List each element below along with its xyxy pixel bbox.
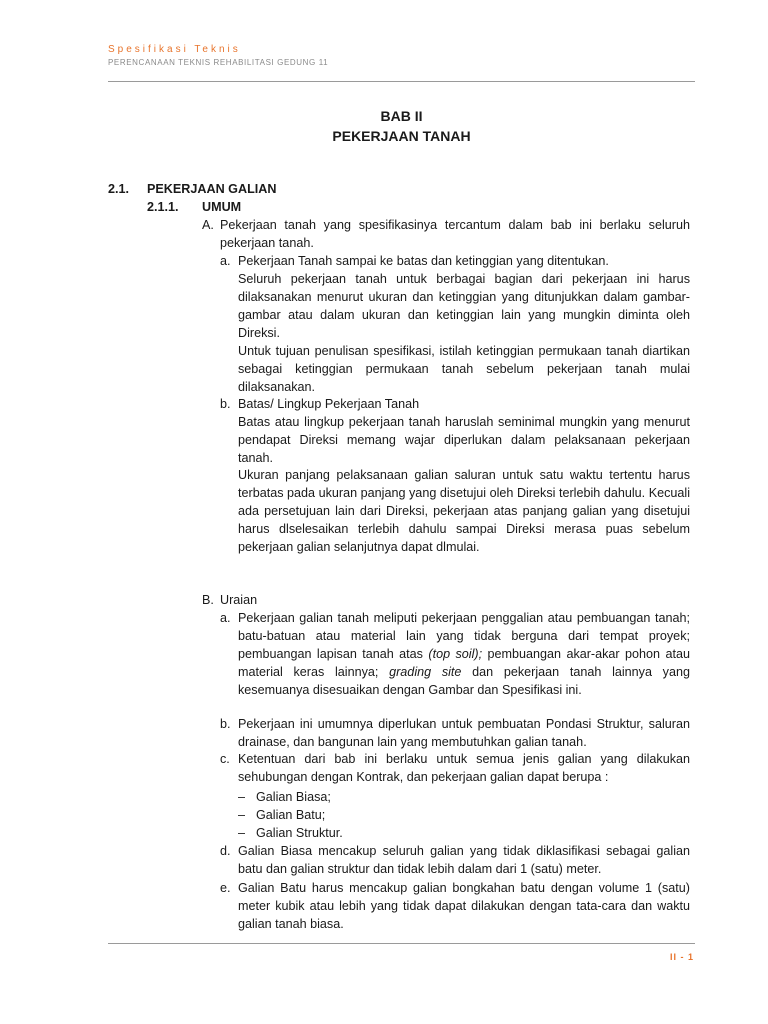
list-item-galian-batu: Galian Batu; xyxy=(256,808,326,822)
dash-bullet: – xyxy=(238,808,246,822)
item-B-a-italic-1: (top soil); xyxy=(428,646,483,661)
item-B-c-marker: c. xyxy=(220,752,230,766)
item-A-b-marker: b. xyxy=(220,397,231,411)
item-A-text: Pekerjaan tanah yang spesifikasinya tercantum dalam bab ini berlaku seluruh pekerjaan tanah. xyxy=(220,218,690,250)
item-A-marker: A. xyxy=(202,218,214,232)
chapter-number: BAB II xyxy=(380,108,423,124)
item-A-a-paragraph-1: Seluruh pekerjaan tanah untuk berbagai bagian dari pekerjaan ini harus dilaksanakan menurut ukuran dan ketinggian yang ditunjukkan dalam gambar-gambar atau dalam ukuran dan ketinggian lain yang mungkin diminta oleh Direksi. xyxy=(238,272,690,340)
item-B-d-marker: d. xyxy=(220,844,231,858)
item-A-a-paragraph-2: Untuk tujuan penulisan spesifikasi, istilah ketinggian permukaan tanah diartikan sebagai ketinggian permukaan tanah sebelum pekerjaan tanah mulai dilaksanakan. xyxy=(238,344,690,394)
item-B-marker: B. xyxy=(202,593,214,607)
item-A-b-title: Batas/ Lingkup Pekerjaan Tanah xyxy=(238,397,420,411)
subsection-title: UMUM xyxy=(202,200,242,214)
item-B-e-marker: e. xyxy=(220,881,231,895)
dash-bullet: – xyxy=(238,790,246,804)
footer-divider xyxy=(108,943,695,944)
item-B-e-text: Galian Batu harus mencakup galian bongkahan batu dengan volume 1 (satu) meter kubik atau lebih yang tidak dapat dilakukan dengan tata-cara dan waktu galian tanah biasa. xyxy=(238,881,690,931)
subsection-number: 2.1.1. xyxy=(147,200,179,214)
item-B-a-text-1: Pekerjaan galian tanah meliputi pekerjaan penggalian atau pembuangan tanah; batu-batuan atau material lain yang tidak berguna dari tempat proyek; pembuangan lapisan tanah atas xyxy=(238,611,690,661)
item-B-b-text: Pekerjaan ini umumnya diperlukan untuk pembuatan Pondasi Struktur, saluran drainase, dan bangunan lain yang membutuhkan galian tanah. xyxy=(238,717,690,749)
section-title: PEKERJAAN GALIAN xyxy=(147,182,277,196)
section-number: 2.1. xyxy=(108,182,130,196)
item-B-a-italic-2: grading site xyxy=(389,664,462,679)
header-subtitle: PERENCANAAN TEKNIS REHABILITASI GEDUNG 11 xyxy=(108,58,329,67)
item-B-c-text: Ketentuan dari bab ini berlaku untuk semua jenis galian yang dilakukan sehubungan dengan Kontrak, dan pekerjaan galian dapat berupa : xyxy=(238,752,690,784)
item-B-d-text: Galian Biasa mencakup seluruh galian yang tidak diklasifikasi sebagai galian batu dan galian struktur dan tidak lebih dalam dari 1 (satu) meter. xyxy=(238,844,690,876)
item-B-a-text-2: pembuangan akar-akar pohon atau material keras lainnya; xyxy=(238,646,690,679)
item-B-a-text xyxy=(238,610,690,700)
item-B-a-marker: a. xyxy=(220,611,231,625)
item-B-title: Uraian xyxy=(220,593,258,607)
header-divider xyxy=(108,81,695,82)
item-A-a-marker: a. xyxy=(220,254,231,268)
dash-bullet: – xyxy=(238,826,246,840)
list-item-galian-struktur: Galian Struktur. xyxy=(256,826,343,840)
header-title: Spesifikasi Teknis xyxy=(108,44,241,55)
item-B-a-text-3: dan pekerjaan tanah lainnya yang kesemuanya disesuaikan dengan Gambar dan Spesifikasi ini. xyxy=(238,664,690,697)
item-B-b-marker: b. xyxy=(220,717,231,731)
list-item-galian-biasa: Galian Biasa; xyxy=(256,790,331,804)
chapter-title: PEKERJAAN TANAH xyxy=(332,128,471,144)
item-A-b-paragraph-1: Batas atau lingkup pekerjaan tanah haruslah seminimal mungkin yang menurut pendapat Direksi memang wajar diperlukan dalam pelaksanaan pekerjaan tanah. xyxy=(238,415,690,465)
item-A-a-title: Pekerjaan Tanah sampai ke batas dan ketinggian yang ditentukan. xyxy=(238,254,609,268)
page-number: II - 1 xyxy=(669,952,694,962)
item-A-b-paragraph-2: Ukuran panjang pelaksanaan galian saluran untuk satu waktu tertentu harus terbatas pada ukuran panjang yang disetujui oleh Direksi terlebih dahulu. Kecuali ada persetujuan lain dari Direksi, pekerjaan atas panjang galian yang disetujui harus dlselesaikan terlebih dahulu sampai Direksi merasa puas sebelum pekerjaan galian selanjutnya dapat dlmulai. xyxy=(238,468,690,554)
